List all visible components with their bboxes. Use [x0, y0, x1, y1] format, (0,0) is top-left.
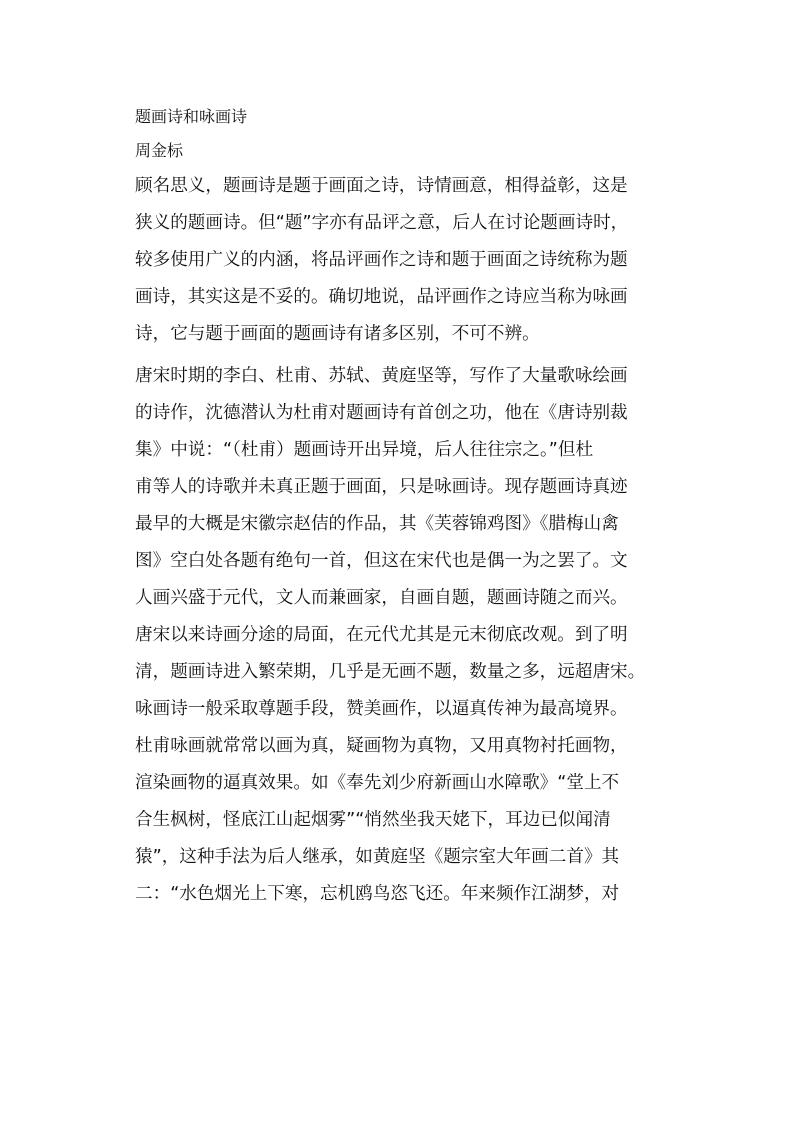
paragraph-line: 最早的大概是宋徽宗赵佶的作品，其《芙蓉锦鸡图》《腊梅山禽 — [135, 514, 619, 534]
document-title: 题画诗和咏画诗 — [135, 107, 248, 126]
paragraph-line: 唐宋以来诗画分途的局面，在元代尤其是元末彻底改观。到了明 — [135, 625, 628, 645]
paragraph-2 — [135, 358, 659, 913]
paragraph-line: 清，题画诗进入繁荣期，几乎是无画不题，数量之多，远超唐宋。 — [135, 662, 646, 682]
paragraph-line: 渲染画物的逼真效果。如《奉先刘少府新画山水障歌》“堂上不 — [135, 773, 620, 793]
paragraph-line: 诗，它与题于画面的题画诗有诸多区别，不可不辨。 — [135, 324, 540, 344]
paragraph-line: 杜甫咏画就常常以画为真，疑画物为真物，又用真物衬托画物， — [135, 736, 628, 756]
paragraph-line: 二：“水色烟光上下寒，忘机鸥鸟恣飞还。年来频作江湖梦，对 — [135, 884, 620, 904]
paragraph-line: 较多使用广义的内涵，将品评画作之诗和题于画面之诗统称为题 — [135, 250, 628, 270]
paragraph-line: 人画兴盛于元代，文人而兼画家，自画自题，题画诗随之而兴。 — [135, 588, 628, 608]
paragraph-line: 顾名思义，题画诗是题于画面之诗，诗情画意，相得益彰，这是 — [135, 176, 628, 196]
paragraph-1 — [135, 168, 659, 353]
paragraph-line: 图》空白处各题有绝句一首，但这在宋代也是偶一为之罢了。文 — [135, 551, 628, 571]
paragraph-line: 画诗，其实这是不妥的。确切地说，品评画作之诗应当称为咏画 — [135, 287, 628, 307]
paragraph-line: 合生枫树，怪底江山起烟雾”“悄然坐我天姥下，耳边已似闻清 — [135, 810, 611, 830]
paragraph-line: 的诗作，沈德潜认为杜甫对题画诗有首创之功，他在《唐诗别裁 — [135, 403, 628, 423]
document-page — [135, 100, 659, 913]
document-author: 周金标 — [135, 141, 184, 160]
paragraph-line: 甫等人的诗歌并未真正题于画面，只是咏画诗。现存题画诗真迹 — [135, 477, 628, 497]
paragraph-line: 集》中说：“（杜甫）题画诗开出异境，后人往往宗之。”但杜 — [135, 440, 594, 460]
paragraph-line: 咏画诗一般采取尊题手段，赞美画作，以逼真传神为最高境界。 — [135, 699, 628, 719]
paragraph-line: 猿”，这种手法为后人继承，如黄庭坚《题宗室大年画二首》其 — [135, 847, 620, 867]
paragraph-line: 唐宋时期的李白、杜甫、苏轼、黄庭坚等，写作了大量歌咏绘画 — [135, 366, 628, 386]
paragraph-line: 狭义的题画诗。但“题”字亦有品评之意，后人在讨论题画诗时， — [135, 213, 629, 233]
